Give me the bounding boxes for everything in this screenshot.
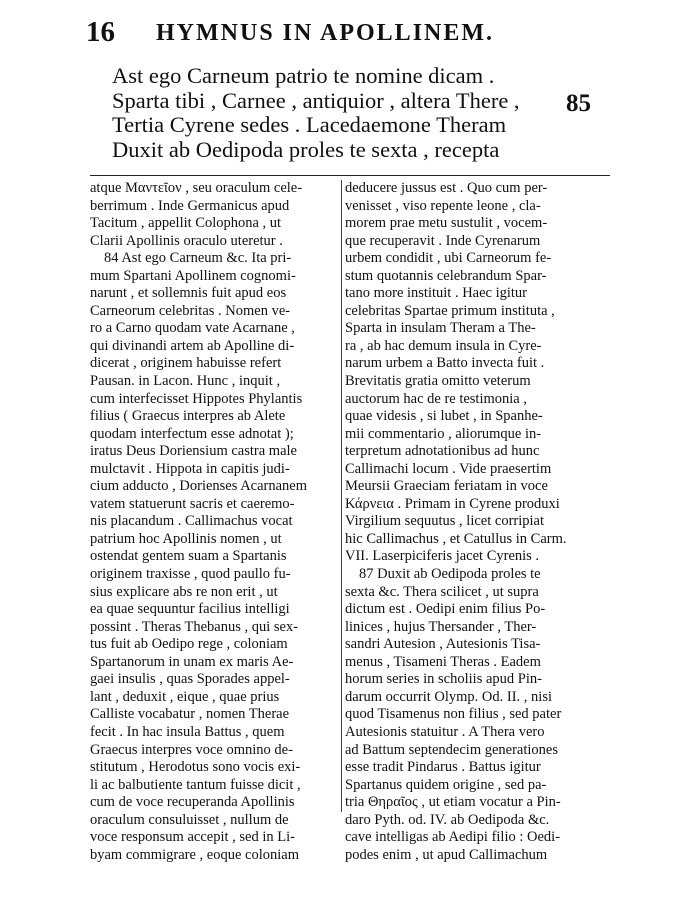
note-line: Virgilium sequutus , licet corripiat — [345, 513, 545, 530]
note-line: originem traxisse , quod paullo fu- — [90, 566, 291, 583]
note-line: berrimum . Inde Germanicus apud — [90, 197, 290, 214]
note-line: Brevitatis gratia omitto veterum — [345, 373, 531, 390]
note-line: atque Μαντεῖον , seu oraculum cele- — [90, 180, 303, 196]
verse-line: Duxit ab Oedipoda proles te sexta , recepta — [112, 136, 500, 162]
note-line: lant , deduxit , eique , quae prius — [90, 688, 280, 705]
note-line: horum series in scholiis apud Pin- — [345, 671, 542, 688]
note-line: cium adducto , Dorienses Acarnanem — [90, 478, 308, 495]
note-line: narum urbem a Batto invecta fuit . — [345, 355, 545, 372]
notes-left-column — [90, 180, 342, 864]
note-line: iratus Deus Doriensium castra male — [90, 443, 297, 460]
note-line: 84 Ast ego Carneum &c. Ita pri- — [104, 250, 292, 267]
note-line: cum de voce recuperanda Apollinis — [90, 794, 295, 811]
note-line: quod Tisamenus non filius , sed pater — [345, 706, 562, 723]
note-line: cave intelligas ab Aedipi filio : Oedi- — [345, 829, 561, 846]
column-divider — [341, 180, 342, 812]
note-line: Tacitum , appellit Colophona , ut — [90, 215, 282, 232]
note-line: ro a Carno quodam vate Acarnane , — [90, 320, 295, 337]
note-line: sexta &c. Thera scilicet , ut supra — [345, 583, 539, 600]
note-line: podes enim , ut apud Callimachum — [345, 846, 548, 863]
note-line: Spartanorum in unam ex maris Ae- — [90, 653, 294, 670]
note-line: hic Callimachus , et Catullus in Carm. — [345, 530, 567, 547]
note-line: esse tradit Pindarus . Battus igitur — [345, 759, 541, 776]
note-line: venisset , viso repente leone , cla- — [345, 197, 541, 214]
note-line: Meursii Graeciam feriatam in voce — [345, 478, 548, 495]
note-line: qui divinandi artem ab Apolline di- — [90, 337, 295, 354]
note-line: mii commentario , aliorumque in- — [345, 425, 542, 442]
page-number: 16 — [86, 16, 115, 48]
note-line: stitutum , Herodotus sono vocis exi- — [90, 759, 301, 776]
note-line: sius explicare abs re non erit , ut — [90, 583, 278, 600]
page-header — [86, 14, 606, 54]
note-line: possint . Theras Thebanus , qui sex- — [90, 618, 299, 635]
note-line: dictum est . Oedipi enim filius Po- — [345, 601, 546, 618]
separator-rule — [90, 175, 610, 176]
note-line: tus fuit ab Oedipo rege , coloniam — [90, 636, 288, 653]
note-line: Autesionis statuitur . A Thera vero — [345, 723, 545, 740]
note-line: linices , hujus Thersander , Ther- — [345, 618, 537, 635]
note-line: patrium hoc Apollinis nomen , ut — [90, 530, 282, 547]
note-line: que recuperavit . Inde Cyrenarum — [345, 232, 541, 249]
note-line: tria Θηραῖος , ut etiam vocatur a Pin- — [345, 794, 561, 811]
note-line: oraculum consuluisset , nullum de — [90, 811, 289, 828]
note-line: darum occurrit Olymp. Od. II. , nisi — [345, 688, 552, 705]
note-line: urbem condidit , ubi Carneorum fe- — [345, 250, 552, 267]
note-line: byam commigrare , eoque coloniam — [90, 846, 299, 863]
note-line: vatem statuerunt sacris et caeremo- — [90, 495, 295, 512]
note-line: Callimachi locum . Vide praesertim — [345, 460, 552, 477]
verse-block — [112, 64, 542, 162]
note-line: 87 Duxit ab Oedipoda proles te — [359, 566, 541, 583]
note-line: gaei insulis , quas Sporades appel- — [90, 671, 290, 688]
note-line: voce responsum accepit , sed in Li- — [90, 829, 295, 846]
note-line: Calliste vocabatur , nomen Therae — [90, 706, 290, 723]
note-line: mum Spartani Apollinem cognomi- — [90, 267, 296, 284]
running-title: HYMNUS IN APOLLINEM. — [156, 20, 495, 46]
verse-line: Ast ego Carneum patrio te nomine dicam . — [112, 63, 495, 88]
notes-right-column — [345, 180, 607, 864]
note-line: Clarii Apollinis oraculo uteretur . — [90, 232, 283, 249]
note-line: narunt , et sollemnis fuit apud eos — [90, 285, 287, 302]
note-line: Spartanus quidem origine , sed pa- — [345, 776, 547, 793]
note-line: dicerat , originem habuisse refert — [90, 355, 282, 372]
note-line: cum interfecisset Hippotes Phylantis — [90, 390, 303, 407]
note-line: Pausan. in Lacon. Hunc , inquit , — [90, 373, 281, 390]
note-line: quae videsis , si lubet , in Spanhe- — [345, 408, 543, 425]
note-line: terpretum adnotationibus ad hunc — [345, 443, 540, 460]
note-line: mulctavit . Hippota in capitis judi- — [90, 460, 290, 477]
note-line: VII. Laserpiciferis jacet Cyrenis . — [345, 548, 540, 565]
note-line: fecit . In hac insula Battus , quem — [90, 723, 285, 740]
note-line: Κάρνεια . Primam in Cyrene produxi — [345, 495, 560, 512]
verse-line: Tertia Cyrene sedes . Lacedaemone Theram — [112, 112, 507, 137]
note-line: tano more instituit . Haec igitur — [345, 285, 528, 302]
note-line: filius ( Graecus interpres ab Alete — [90, 408, 286, 425]
note-line: sandri Autesion , Autesionis Tisa- — [345, 636, 541, 653]
note-line: daro Pyth. od. IV. ab Oedipoda &c. — [345, 811, 550, 828]
note-line: li ac balbutiente tantum fuisse dicit , — [90, 776, 301, 793]
note-line: celebritas Spartae primum instituta , — [345, 302, 555, 319]
note-line: Carneorum celebritas . Nomen ve- — [90, 302, 291, 319]
note-line: Graecus interpres voce omnino de- — [90, 741, 293, 758]
note-line: menus , Tisameni Theras . Eadem — [345, 653, 541, 670]
note-line: deducere jussus est . Quo cum per- — [345, 180, 548, 196]
verse-line-number: 85 — [566, 90, 591, 117]
note-line: ostendat gentem suam a Spartanis — [90, 548, 287, 565]
note-line: nis placandum . Callimachus vocat — [90, 513, 293, 530]
note-line: ad Battum septendecim generationes — [345, 741, 558, 758]
note-line: quodam interfectum esse adnotat ); — [90, 425, 294, 442]
note-line: Sparta in insulam Theram a The- — [345, 320, 536, 337]
note-line: stum quotannis celebrandum Spar- — [345, 267, 547, 284]
verse-line: Sparta tibi , Carnee , antiquior , altera There , — [112, 87, 520, 113]
note-line: ea quae sequuntur facilius intelligi — [90, 601, 290, 618]
note-line: auctorum hac de re testimonia , — [345, 390, 527, 407]
note-line: ra , ab hac demum insula in Cyre- — [345, 337, 542, 354]
note-line: morem prae metu sustulit , vocem- — [345, 215, 548, 232]
